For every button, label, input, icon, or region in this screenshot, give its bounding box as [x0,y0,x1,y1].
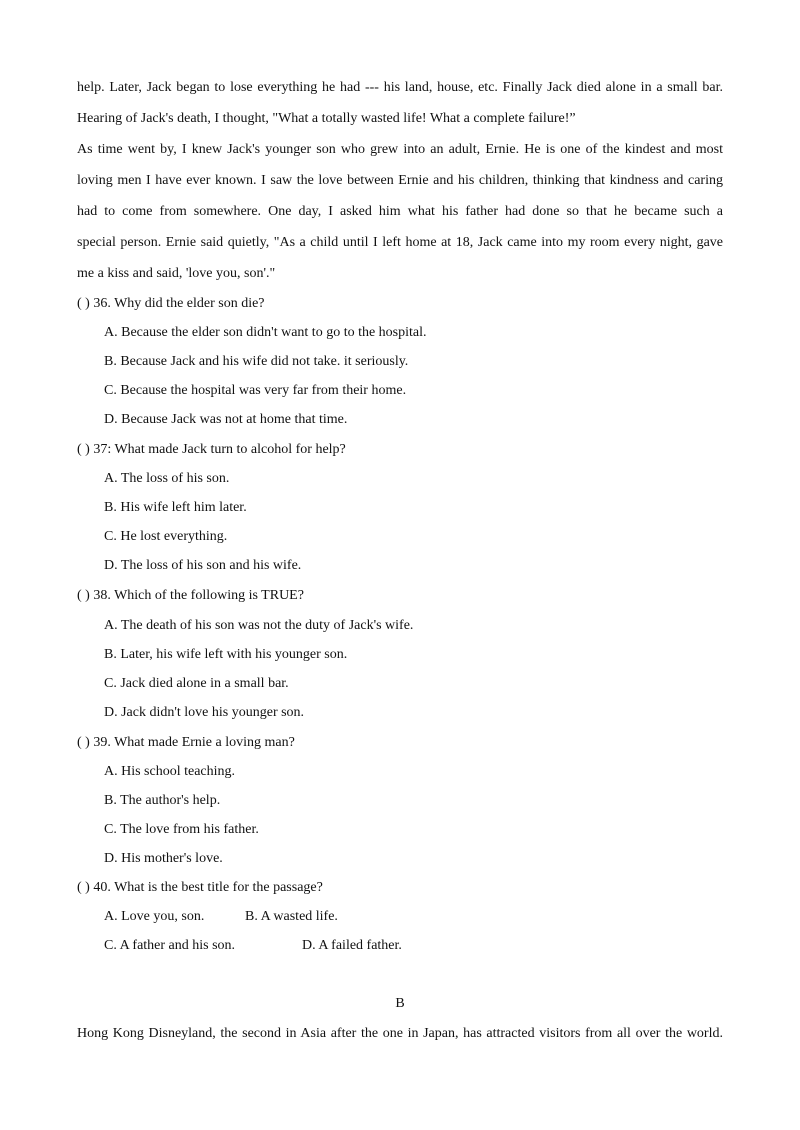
question-stem: ( ) 40. What is the best title for the passage? [77,880,323,895]
answer-option: B. A wasted life. [245,909,338,924]
answer-option: A. Love you, son. [104,909,205,924]
answer-option: D. Jack didn't love his younger son. [104,705,305,720]
answer-option: D. A failed father. [302,938,402,953]
question-stem: ( ) 37: What made Jack turn to alcohol for help? [77,442,346,457]
answer-option: C. A father and his son. [104,938,236,953]
passage-line: loving men I have ever known. I saw the love between Ernie and his children, thinking that kindness and caring [77,173,723,188]
answer-option: B. The author's help. [104,793,221,808]
section-heading: B [395,996,405,1011]
answer-option: D. The loss of his son and his wife. [104,558,302,573]
answer-option: C. The love from his father. [104,822,259,837]
answer-option: C. Because the hospital was very far from their home. [104,383,407,398]
question-stem: ( ) 39. What made Ernie a loving man? [77,735,295,750]
answer-option: A. The loss of his son. [104,471,230,486]
answer-option: B. His wife left him later. [104,500,247,515]
answer-option: C. He lost everything. [104,529,228,544]
question-stem: ( ) 36. Why did the elder son die? [77,296,265,311]
answer-option: B. Later, his wife left with his younger son. [104,647,348,662]
passage-line: special person. Ernie said quietly, "As a child until I left home at 18, Jack came into my room every night, gave [77,235,723,250]
passage-line: Hong Kong Disneyland, the second in Asia after the one in Japan, has attracted visitors from all over the world. [77,1026,723,1041]
answer-option: B. Because Jack and his wife did not take. it seriously. [104,354,409,369]
passage-line: help. Later, Jack began to lose everything he had --- his land, house, etc. Finally Jack died alone in a small bar. [77,80,723,95]
answer-option: A. Because the elder son didn't want to go to the hospital. [104,325,427,340]
answer-option: D. His mother's love. [104,851,223,866]
answer-option: A. The death of his son was not the duty of Jack's wife. [104,618,414,633]
answer-option: C. Jack died alone in a small bar. [104,676,289,691]
answer-option: A. His school teaching. [104,764,236,779]
passage-line: Hearing of Jack's death, I thought, "What a totally wasted life! What a complete failure!” [77,111,576,126]
answer-option: D. Because Jack was not at home that time. [104,412,348,427]
passage-line: had to come from somewhere. One day, I asked him what his father had done so that he became such a [77,204,723,219]
question-stem: ( ) 38. Which of the following is TRUE? [77,588,304,603]
passage-line: me a kiss and said, 'love you, son'." [77,266,276,281]
passage-line: As time went by, I knew Jack's younger son who grew into an adult, Ernie. He is one of the kindest and most [77,142,723,157]
